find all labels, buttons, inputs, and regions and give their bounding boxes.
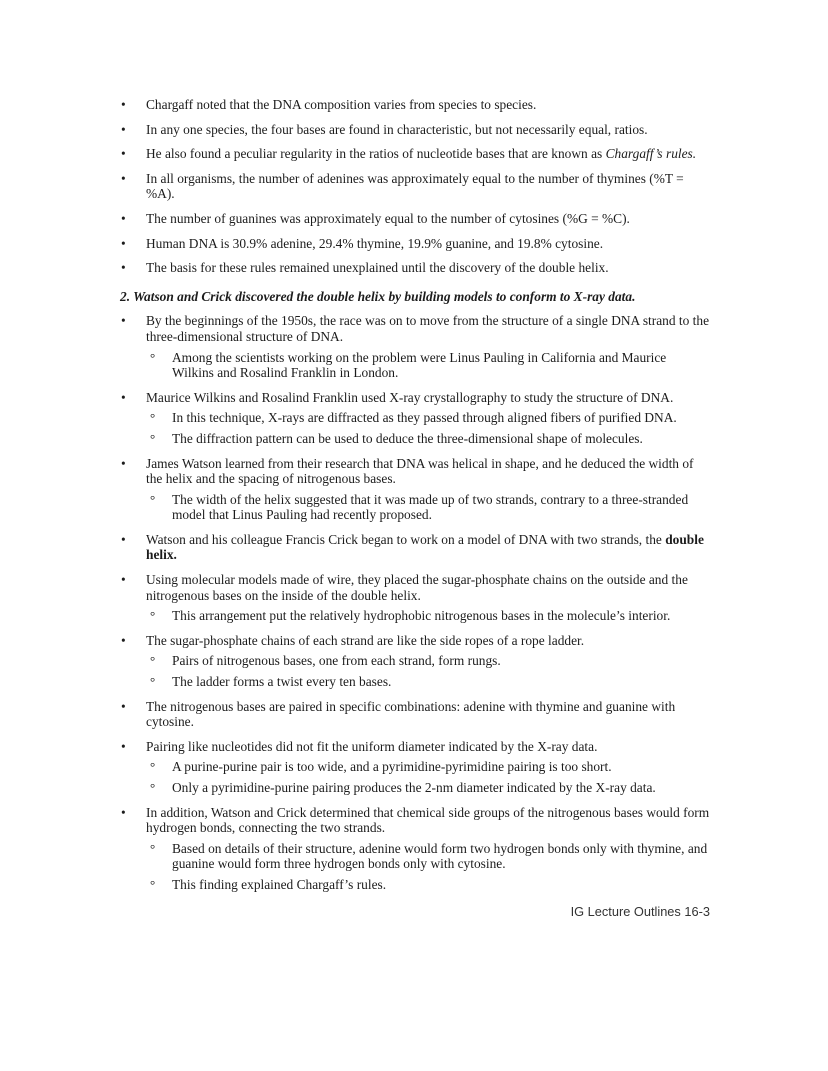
text-segment: The basis for these rules remained unexplained until the discovery of the double helix. xyxy=(146,260,609,276)
bullet-item xyxy=(120,805,710,836)
bullet-dot-icon: • xyxy=(121,235,126,251)
bullet-dot-icon: • xyxy=(121,260,126,276)
bullet-circle-icon: ° xyxy=(150,759,156,775)
bullet-dot-icon: • xyxy=(121,97,126,112)
bullet-text xyxy=(146,633,584,648)
bullet-text xyxy=(172,780,656,795)
text-segment: By the beginnings of the 1950s, the race was on to move from the structure of a single DNA strand to the three-dimensional structure of DNA. xyxy=(146,313,710,344)
bullet-item xyxy=(120,532,710,563)
bullet-dot-icon: • xyxy=(121,313,126,329)
bullet-dot-icon: • xyxy=(121,389,126,405)
bullet-circle-icon: ° xyxy=(150,876,156,892)
bullet-text xyxy=(146,236,603,251)
sub-bullet-item xyxy=(120,653,710,669)
bullet-text xyxy=(146,146,696,161)
bullet-dot-icon: • xyxy=(121,572,126,588)
bullet-item xyxy=(120,572,710,603)
bullet-item xyxy=(120,456,710,487)
sub-bullet-item xyxy=(120,759,710,775)
bullet-text xyxy=(172,410,677,425)
text-segment: He also found a peculiar regularity in the ratios of nucleotide bases that are known as xyxy=(146,146,606,162)
bullet-circle-icon: ° xyxy=(150,608,156,624)
text-segment: The nitrogenous bases are paired in specific combinations: adenine with thymine and guanine with cytosine. xyxy=(146,698,676,730)
bullet-text xyxy=(146,532,704,563)
bullet-dot-icon: • xyxy=(121,121,126,137)
text-segment: Using molecular models made of wire, they placed the sugar-phosphate chains on the outside and the nitrogenous bases on the inside of the double helix. xyxy=(146,572,688,603)
text-segment: In this technique, X-rays are diffracted as they passed through aligned fibers of purified DNA. xyxy=(172,410,677,426)
bullet-item xyxy=(120,211,710,227)
text-segment: double helix. xyxy=(146,531,704,563)
text-segment: A purine-purine pair is too wide, and a pyrimidine-pyrimidine pairing is too short. xyxy=(172,759,612,775)
bullet-item xyxy=(120,313,710,344)
page-footer: IG Lecture Outlines 16-3 xyxy=(570,903,710,919)
bullet-dot-icon: • xyxy=(121,455,126,471)
bullet-text xyxy=(146,699,675,730)
text-segment: Pairing like nucleotides did not fit the uniform diameter indicated by the X-ray data. xyxy=(146,738,598,754)
sub-bullet-item xyxy=(120,674,710,690)
bullet-text xyxy=(146,260,609,275)
bullet-dot-icon: • xyxy=(121,210,126,226)
bullet-circle-icon: ° xyxy=(150,674,156,690)
text-segment: In any one species, the four bases are found in characteristic, but not necessarily equal, ratios. xyxy=(146,121,648,137)
bullet-dot-icon: • xyxy=(121,738,126,754)
sub-bullet-item xyxy=(120,877,710,893)
bullet-text xyxy=(172,653,501,668)
sub-bullet-item xyxy=(120,410,710,426)
sub-bullet-item xyxy=(120,492,710,523)
bullet-text xyxy=(146,171,684,202)
bullet-text xyxy=(172,350,666,381)
bullet-item xyxy=(120,171,710,202)
text-segment: Human DNA is 30.9% adenine, 29.4% thymine, 19.9% guanine, and 19.8% cytosine. xyxy=(146,235,604,251)
text-segment: James Watson learned from their research that DNA was helical in shape, and he deduced the width of the helix and the spacing of nitrogenous bases. xyxy=(146,455,694,487)
sub-bullet-item xyxy=(120,350,710,381)
bullet-dot-icon: • xyxy=(121,531,126,547)
text-segment: 2. Watson and Crick discovered the double helix by building models to conform to X-ray data. xyxy=(120,288,636,304)
bullet-circle-icon: ° xyxy=(150,410,156,426)
document-body xyxy=(120,97,710,893)
text-segment: Chargaff’s rules. xyxy=(605,146,697,162)
bullet-text xyxy=(172,841,707,872)
bullet-item xyxy=(120,146,710,162)
bullet-item xyxy=(120,633,710,649)
sub-bullet-item xyxy=(120,841,710,872)
bullet-text xyxy=(172,674,391,689)
bullet-item xyxy=(120,699,710,730)
bullet-circle-icon: ° xyxy=(150,780,156,795)
sub-bullet-item xyxy=(120,608,710,624)
bullet-item xyxy=(120,390,710,406)
bullet-text xyxy=(146,456,694,487)
text-segment: This arrangement put the relatively hydrophobic nitrogenous bases in the molecule’s interior. xyxy=(172,608,671,624)
text-segment: Chargaff noted that the DNA composition varies from species to species. xyxy=(146,97,537,112)
text-segment: Watson and his colleague Francis Crick began to work on a model of DNA with two strands, the xyxy=(146,531,666,547)
bullet-circle-icon: ° xyxy=(150,349,156,365)
bullet-text xyxy=(146,211,630,226)
bullet-item xyxy=(120,236,710,252)
bullet-dot-icon: • xyxy=(121,804,126,820)
text-segment: Only a pyrimidine-purine pairing produces the 2-nm diameter indicated by the X-ray data. xyxy=(172,780,656,795)
bullet-text xyxy=(146,122,648,137)
text-segment: This finding explained Chargaff’s rules. xyxy=(172,876,387,892)
bullet-circle-icon: ° xyxy=(150,491,156,507)
text-segment: The sugar-phosphate chains of each strand are like the side ropes of a rope ladder. xyxy=(146,632,585,648)
text-segment: The width of the helix suggested that it was made up of two strands, contrary to a three-stranded model that Linus Pauling had recently proposed. xyxy=(172,491,689,523)
text-segment: Among the scientists working on the problem were Linus Pauling in California and Maurice Wilkins and Rosalind Franklin in London. xyxy=(172,349,667,381)
text-segment: The ladder forms a twist every ten bases. xyxy=(172,674,392,690)
bullet-text xyxy=(172,759,612,774)
bullet-text xyxy=(146,313,709,344)
bullet-item xyxy=(120,122,710,138)
bullet-item xyxy=(120,260,710,276)
bullet-circle-icon: ° xyxy=(150,653,156,669)
bullet-text xyxy=(146,739,597,754)
text-segment: In addition, Watson and Crick determined that chemical side groups of the nitrogenous bases would form hydrogen bonds, connecting the two strands. xyxy=(146,804,710,836)
bullet-item xyxy=(120,97,710,113)
sub-bullet-item xyxy=(120,431,710,447)
text-segment: In all organisms, the number of adenines was approximately equal to the number of thymines (%T = %A). xyxy=(146,170,684,202)
bullet-text xyxy=(146,390,673,405)
text-segment: Maurice Wilkins and Rosalind Franklin used X-ray crystallography to study the structure of DNA. xyxy=(146,389,674,405)
bullet-dot-icon: • xyxy=(121,170,126,186)
bullet-text xyxy=(172,431,643,446)
bullet-text xyxy=(172,492,688,523)
text-segment: The number of guanines was approximately equal to the number of cytosines (%G = %C). xyxy=(146,210,630,226)
bullet-text xyxy=(146,572,688,603)
text-segment: The diffraction pattern can be used to deduce the three-dimensional shape of molecules. xyxy=(172,430,643,446)
section-heading xyxy=(120,289,710,305)
text-segment: Pairs of nitrogenous bases, one from each strand, form rungs. xyxy=(172,653,501,669)
bullet-circle-icon: ° xyxy=(150,430,156,446)
bullet-item xyxy=(120,739,710,755)
sub-bullet-item xyxy=(120,780,710,796)
text-segment: Based on details of their structure, adenine would form two hydrogen bonds only with thymine, and guanine would form three hydrogen bonds only with cytosine. xyxy=(172,840,708,872)
bullet-circle-icon: ° xyxy=(150,840,156,856)
bullet-dot-icon: • xyxy=(121,146,126,162)
bullet-dot-icon: • xyxy=(121,698,126,714)
bullet-text xyxy=(146,805,709,836)
bullet-text xyxy=(146,97,536,112)
bullet-text xyxy=(172,877,386,892)
bullet-text xyxy=(172,608,670,623)
bullet-dot-icon: • xyxy=(121,632,126,648)
